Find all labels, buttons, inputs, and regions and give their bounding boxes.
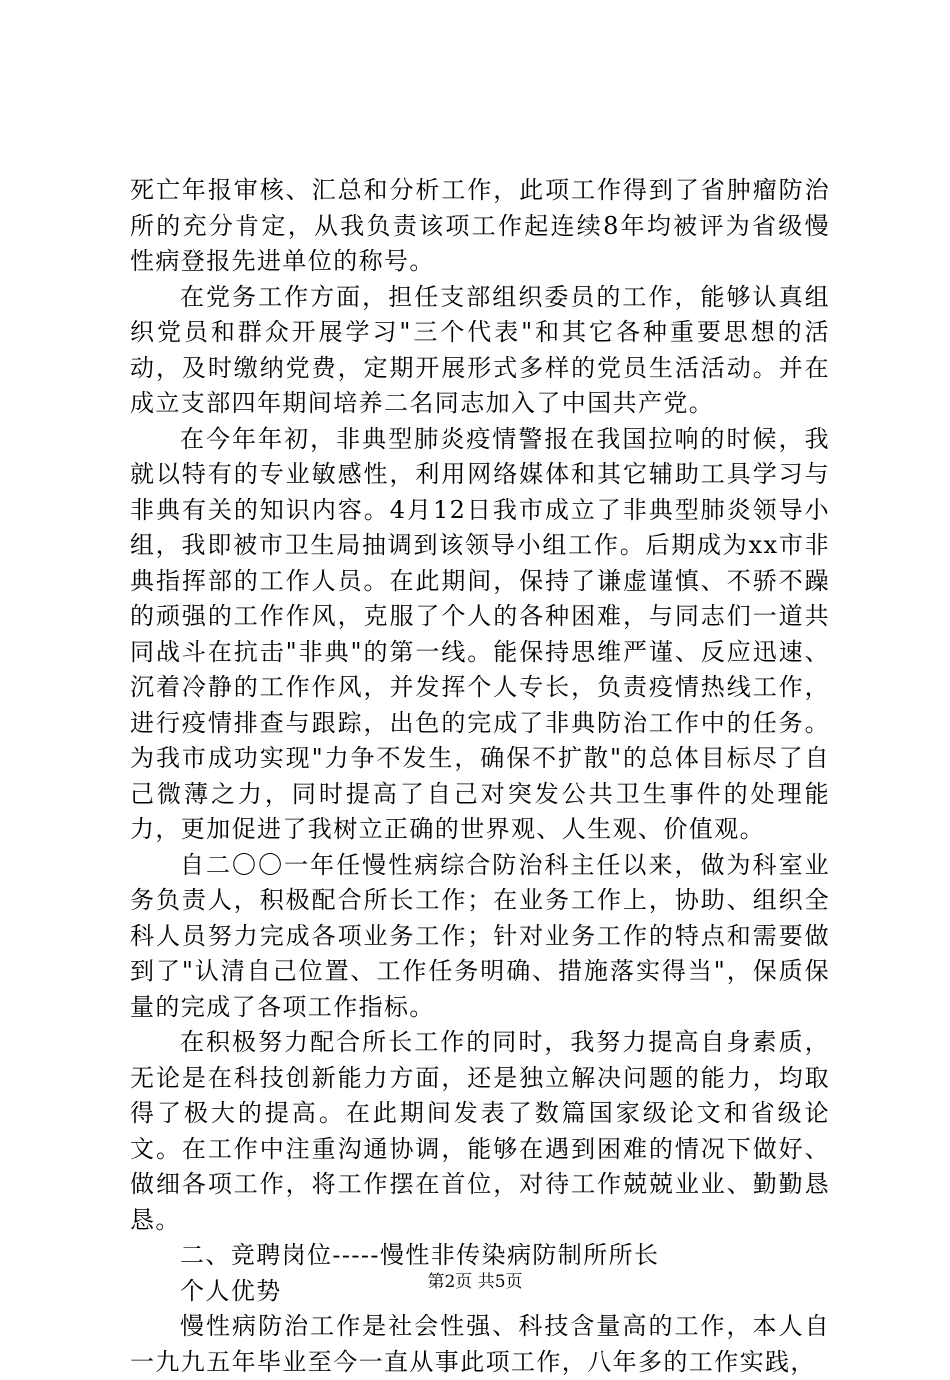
paragraph-2: 在党务工作方面，担任支部组织委员的工作，能够认真组织党员和群众开展学习"三个代表"和其它各种重要思想的活动，及时缴纳党费，定期开展形式多样的党员生活活动。并在成立支部四年期间培养二名同志加入了中国共产党。 <box>130 282 830 417</box>
paragraph-3: 在今年年初，非典型肺炎疫情警报在我国拉响的时候，我就以特有的专业敏感性，利用网络媒体和其它辅助工具学习与非典有关的知识内容。4月12日我市成立了非典型肺炎领导小组，我即被市卫生局抽调到该领导小组工作。后期成为xx市非典指挥部的工作人员。在此期间，保持了谦虚谨慎、不骄不躁的顽强的工作作风，克服了个人的各种困难，与同志们一道共同战斗在抗击"非典"的第一线。能保持思维严谨、反应迅速、沉着冷静的工作作风，并发挥个人专长，负责疫情热线工作，进行疫情排查与跟踪，出色的完成了非典防治工作中的任务。为我市成功实现"力争不发生，确保不扩散"的总体目标尽了自己微薄之力，同时提高了自己对突发公共卫生事件的处理能力，更加促进了我树立正确的世界观、人生观、价值观。 <box>130 424 830 843</box>
paragraph-4: 自二〇〇一年任慢性病综合防治科主任以来，做为科室业务负责人，积极配合所长工作；在业务工作上，协助、组织全科人员努力完成各项业务工作；针对业务工作的特点和需要做到了"认清自己位置、工作任务明确、措施落实得当"，保质保量的完成了各项工作指标。 <box>130 850 830 1021</box>
paragraph-5: 在积极努力配合所长工作的同时，我努力提高自身素质，无论是在科技创新能力方面，还是独立解决问题的能力，均取得了极大的提高。在此期间发表了数篇国家级论文和省级论文。在工作中注重沟通协调，能够在遇到困难的情况下做好、做细各项工作，将工作摆在首位，对待工作兢兢业业、勤勤恳恳。 <box>130 1028 830 1234</box>
page-footer: 第2页 共5页 <box>427 1272 523 1292</box>
paragraph-1: 死亡年报审核、汇总和分析工作，此项工作得到了省肿瘤防治所的充分肯定，从我负责该项工作起连续8年均被评为省级慢性病登报先进单位的称号。 <box>130 176 830 275</box>
paragraph-6: 慢性病防治工作是社会性强、科技含量高的工作，本人自一九九五年毕业至今一直从事此项工作，八年多的工作实践， <box>130 1312 830 1376</box>
subsection-heading: 个人优势 <box>180 1276 282 1305</box>
document-body <box>130 173 830 1380</box>
section-heading: 二、竞聘岗位-----慢性非传染病防制所所长 <box>180 1241 660 1269</box>
